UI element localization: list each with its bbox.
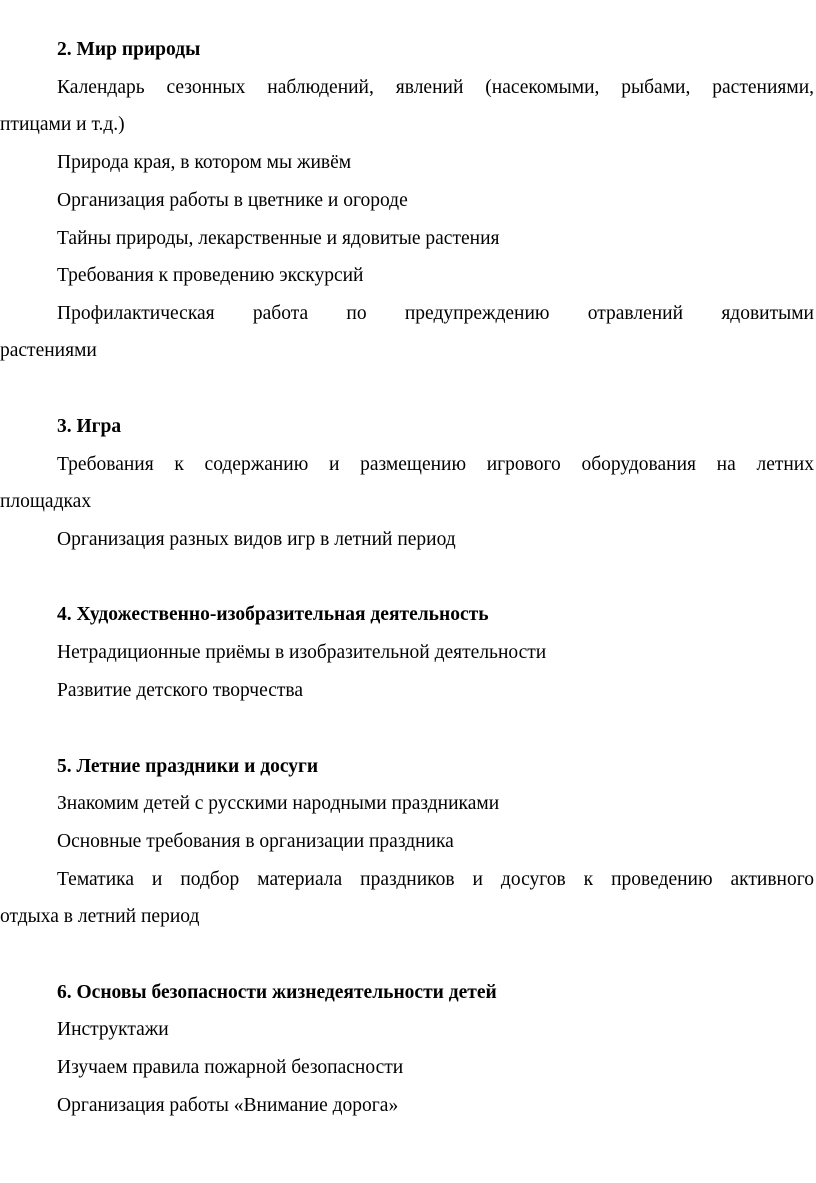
paragraph-line: Тематика и подбор материала праздников и досугов к проведению активного [57, 869, 814, 890]
paragraph-line: Организация работы в цветнике и огороде [57, 190, 408, 211]
paragraph-line: Нетрадиционные приёмы в изобразительной деятельности [57, 642, 547, 663]
paragraph-line: Организация работы «Внимание дорога» [57, 1095, 399, 1116]
paragraph-line: растениями [0, 340, 97, 361]
paragraph-line: птицами и т.д.) [0, 114, 125, 135]
paragraph-line: Основные требования в организации праздника [57, 831, 454, 852]
paragraph-line: Профилактическая работа по предупреждению отравлений ядовитыми [57, 303, 814, 324]
paragraph-line: Развитие детского творчества [57, 680, 304, 701]
paragraph-line: Календарь сезонных наблюдений, явлений (насекомыми, рыбами, растениями, [57, 77, 814, 98]
paragraph-line: Требования к содержанию и размещению игрового оборудования на летних [57, 454, 814, 475]
paragraph-line: Инструктажи [57, 1019, 169, 1040]
paragraph-line: Тайны природы, лекарственные и ядовитые растения [57, 228, 500, 249]
section-heading: 4. Художественно-изобразительная деятельность [57, 604, 489, 625]
paragraph-line: отдыха в летний период [0, 906, 200, 927]
paragraph-line: Требования к проведению экскурсий [57, 265, 364, 286]
section-heading: 3. Игра [57, 416, 122, 437]
paragraph-line: Организация разных видов игр в летний период [57, 529, 456, 550]
paragraph-line: Знакомим детей с русскими народными праздниками [57, 793, 500, 814]
section-heading: 6. Основы безопасности жизнедеятельности детей [57, 982, 497, 1003]
section-heading: 5. Летние праздники и досуги [57, 756, 319, 777]
paragraph-line: площадках [0, 491, 92, 512]
section-heading: 2. Мир природы [57, 39, 201, 60]
paragraph-line: Природа края, в котором мы живём [57, 152, 352, 173]
paragraph-line: Изучаем правила пожарной безопасности [57, 1057, 404, 1078]
